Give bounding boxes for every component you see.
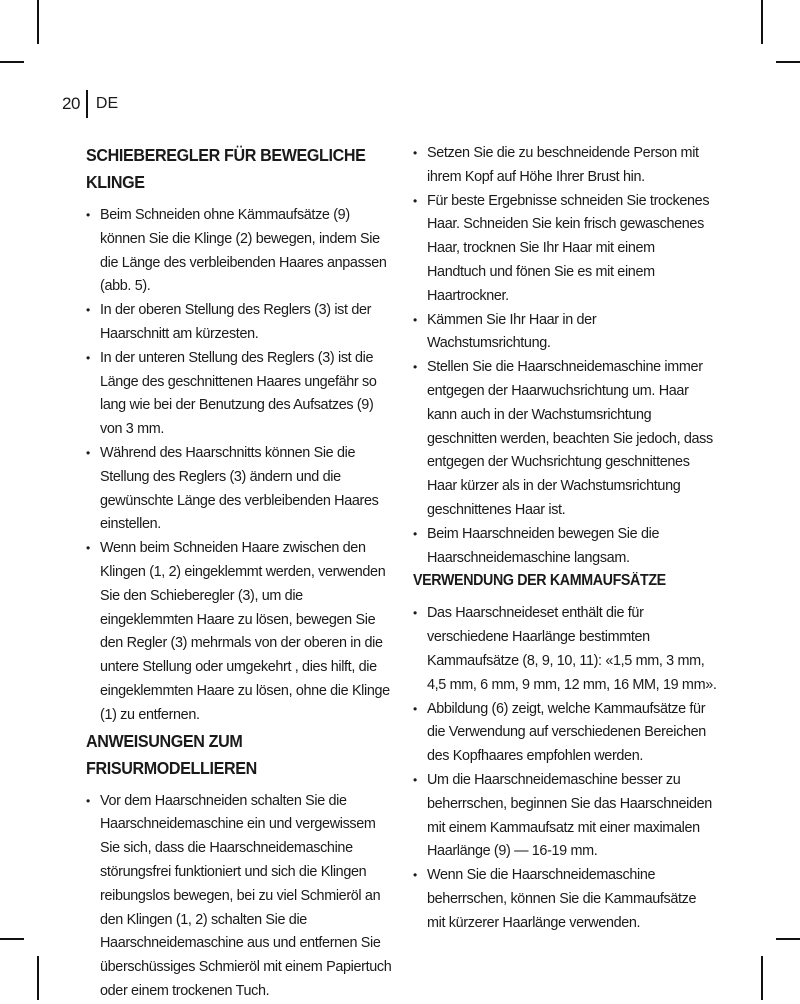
page-header xyxy=(62,90,118,118)
list-item: • Abbildung (6) zeigt, welche Kammaufsätze für die Verwendung auf verschiedenen Bereichen des Kopfhaares empfohlen werden. xyxy=(413,698,717,769)
crop-mark-bottom-left-horizontal xyxy=(0,938,24,940)
crop-mark-bottom-right-vertical xyxy=(761,956,763,1000)
crop-mark-bottom-left-vertical xyxy=(37,956,39,1000)
crop-mark-top-left-horizontal xyxy=(0,61,24,63)
list-item: • Wenn Sie die Haarschneidemaschine beherrschen, können Sie die Kammaufsätze mit kürzerer Haarlänge verwenden. xyxy=(413,864,717,935)
list-item: • Während des Haarschnitts können Sie die Stellung des Reglers (3) ändern und die gewünschte Länge des verbleibenden Haares einstellen. xyxy=(86,442,398,537)
list-item: • Stellen Sie die Haarschneidemaschine immer entgegen der Haarwuchsrichtung um. Haar kann auch in der Wachstumsrichtung geschnitten werden, beachten Sie jedoch, dass entgegen der Wuchsrichtung geschnittenes Haar kürzer als in der Wachstumsrichtung geschnittenes Haar ist. xyxy=(413,356,717,523)
list-item: • Beim Haarschneiden bewegen Sie die Haarschneidemaschine langsam. xyxy=(413,523,717,571)
bullet-icon: • xyxy=(413,772,417,787)
bullet-icon: • xyxy=(413,526,417,541)
bullet-icon: • xyxy=(86,793,90,808)
bullet-icon: • xyxy=(86,303,90,318)
styling-bullet-list-continued xyxy=(413,142,717,570)
language-label: DE xyxy=(95,95,119,112)
list-item: • Setzen Sie die zu beschneidende Person mit ihrem Kopf auf Höhe Ihrer Brust hin. xyxy=(413,142,717,190)
section-heading-comb-attachments: VERWENDUNG DER KAMMAUFSÄTZE xyxy=(413,572,666,590)
crop-mark-top-left-vertical xyxy=(37,0,39,44)
list-item: • Für beste Ergebnisse schneiden Sie trockenes Haar. Schneiden Sie kein frisch gewaschenes Haar, trocknen Sie Ihr Haar mit einem Handtuch und fönen Sie es mit einem Haartrockner. xyxy=(413,190,717,309)
list-item: • Wenn beim Schneiden Haare zwischen den Klingen (1, 2) eingeklemmt werden, verwenden Sie den Schieberegler (3), um die eingeklemmten Haare zu lösen, bewegen Sie den Regler (3) mehrmals von der oberen in die untere Stellung oder umgekehrt , dies hilft, die eingeklemmten Haare zu lösen, ohne die Klinge (1) zu entfernen. xyxy=(86,537,398,727)
comb-attachments-bullet-list xyxy=(413,602,717,935)
bullet-icon: • xyxy=(413,312,417,327)
crop-mark-top-right-horizontal xyxy=(776,61,800,63)
list-item: • In der unteren Stellung des Reglers (3) ist die Länge des geschnittenen Haares ungefähr so lang wie bei der Benutzung des Aufsatzes (9) von 3 mm. xyxy=(86,347,398,442)
crop-mark-bottom-right-horizontal xyxy=(776,938,800,940)
bullet-icon: • xyxy=(86,541,90,556)
list-item: • Vor dem Haarschneiden schalten Sie die Haarschneidemaschine ein und vergewissem Sie sich, dass die Haarschneidemaschine störungsfrei funktioniert und sich die Klingen reibungslos bewegen, bei zu viel Schmieröl an den Klingen (1, 2) schalten Sie die Haarschneidemaschine aus und entfernen Sie überschüssiges Schmieröl mit einem Papiertuch oder einem trockenen Tuch. xyxy=(86,790,398,1004)
section-heading-slider: SCHIEBEREGLER FÜR BEWEGLICHE KLINGE xyxy=(86,145,366,192)
crop-mark-top-right-vertical xyxy=(761,0,763,44)
right-column xyxy=(413,142,717,936)
bullet-icon: • xyxy=(413,146,417,160)
bullet-icon: • xyxy=(86,350,90,365)
header-divider xyxy=(86,90,88,118)
bullet-icon: • xyxy=(413,606,417,621)
left-column xyxy=(86,142,398,1004)
bullet-icon: • xyxy=(413,360,417,375)
list-item: • Um die Haarschneidemaschine besser zu beherrschen, beginnen Sie das Haarschneiden mit einem Kammaufsatz mit einer maximalen Haarlänge (9) — 16-19 mm. xyxy=(413,769,717,864)
list-item: • Beim Schneiden ohne Kämmaufsätze (9) können Sie die Klinge (2) bewegen, indem Sie die Länge des verbleibenden Haares anpassen (abb. 5). xyxy=(86,204,398,299)
bullet-icon: • xyxy=(413,193,417,208)
bullet-icon: • xyxy=(413,701,417,716)
styling-bullet-list xyxy=(86,790,398,1004)
bullet-icon: • xyxy=(413,868,417,883)
list-item: • Das Haarschneideset enthält die für verschiedene Haarlänge bestimmten Kammaufsätze (8, 9, 10, 11): «1,5 mm, 3 mm, 4,5 mm, 6 mm, 9 mm, 12 mm, 16 MM, 19 mm». xyxy=(413,602,717,697)
slider-bullet-list xyxy=(86,204,398,728)
list-item: • In der oberen Stellung des Reglers (3) ist der Haarschnitt am kürzesten. xyxy=(86,299,398,347)
list-item: • Kämmen Sie Ihr Haar in der Wachstumsrichtung. xyxy=(413,309,717,357)
section-heading-styling: ANWEISUNGEN ZUM FRISURMODELLIEREN xyxy=(86,730,257,778)
bullet-icon: • xyxy=(86,445,90,460)
bullet-icon: • xyxy=(86,208,90,222)
page-number: 20 xyxy=(62,94,80,113)
